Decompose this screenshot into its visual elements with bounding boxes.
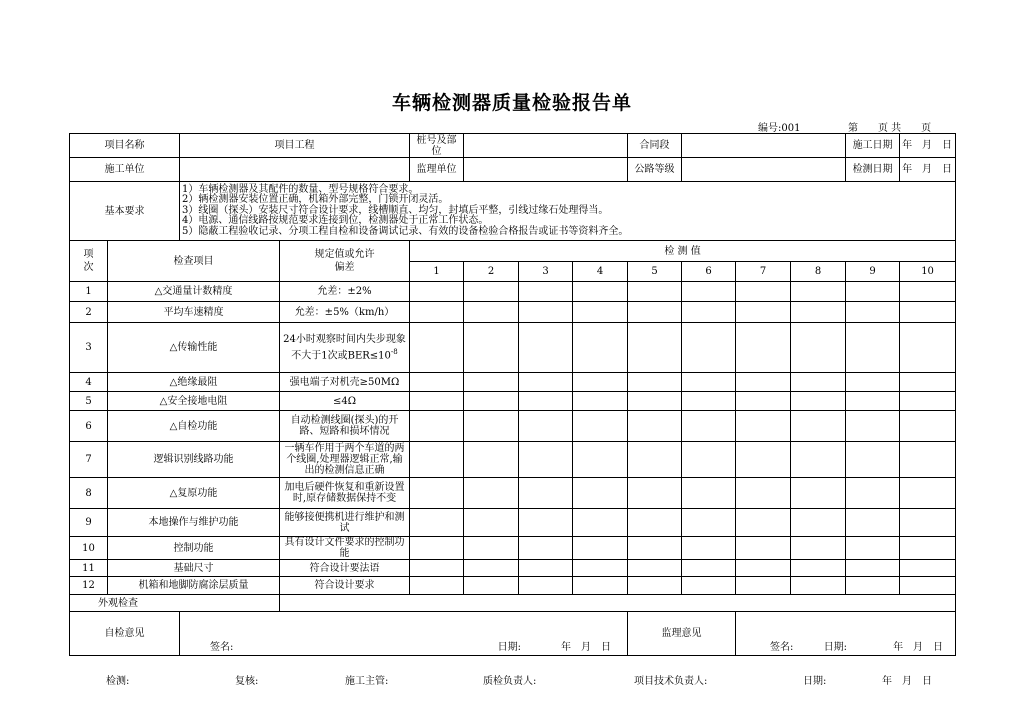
measurement-cell[interactable] xyxy=(519,282,573,302)
measurement-cell[interactable] xyxy=(736,478,791,509)
measurement-cell[interactable] xyxy=(791,537,846,560)
measurement-cell[interactable] xyxy=(464,302,519,323)
row-spec xyxy=(280,560,410,577)
measurement-cell[interactable] xyxy=(791,478,846,509)
col-item-header: 检查项目 xyxy=(108,241,280,282)
construction-date-label: 施工日期 xyxy=(846,134,900,158)
measurement-cell[interactable] xyxy=(846,577,900,595)
report-title: 车辆检测器质量检验报告单 xyxy=(391,92,632,114)
stake-value[interactable] xyxy=(464,134,628,158)
measurement-cell[interactable] xyxy=(791,392,846,411)
stake-label: 桩号及部位 xyxy=(410,134,464,158)
measurement-cell[interactable] xyxy=(900,478,956,509)
measurement-cell[interactable] xyxy=(736,411,791,442)
measurement-cell[interactable] xyxy=(573,577,628,595)
measurement-cell[interactable] xyxy=(791,577,846,595)
measurement-cell[interactable] xyxy=(846,392,900,411)
measurement-cell[interactable] xyxy=(682,537,736,560)
measurement-cell[interactable] xyxy=(519,442,573,478)
value-num: 9 xyxy=(846,262,900,282)
supervision-sign-area[interactable] xyxy=(736,612,956,656)
measurement-cell[interactable] xyxy=(791,323,846,373)
row-spec xyxy=(280,282,410,302)
measurement-cell[interactable] xyxy=(410,411,464,442)
measurement-cell[interactable] xyxy=(410,509,464,537)
measurement-cell[interactable] xyxy=(791,509,846,537)
measurement-cell[interactable] xyxy=(464,509,519,537)
report-number: 编号:001 xyxy=(758,123,801,134)
requirement-item: 4）电源、通信线路按规范要求连接到位，检测器处于正常工作状态。 xyxy=(182,215,489,227)
col-values-header: 检 测 值 xyxy=(410,241,956,262)
measurement-cell[interactable] xyxy=(519,323,573,373)
inspection-table xyxy=(69,133,956,656)
col-spec-header: 规定值或允许偏差 xyxy=(280,241,410,282)
measurement-cell[interactable] xyxy=(846,282,900,302)
row-spec-text: 自动检测线圈(探头)的开路、短路和损坏情况 xyxy=(290,415,399,437)
value-num: 10 xyxy=(900,262,956,282)
row-spec-text: ≤4Ω xyxy=(332,395,357,407)
measurement-cell[interactable] xyxy=(519,392,573,411)
measurement-cell[interactable] xyxy=(628,509,682,537)
row-item: △绝缘最阻 xyxy=(108,373,280,392)
row-spec-text: 加电后硬件恢复和重新设置时,原存储数据保持不变 xyxy=(284,482,405,504)
measurement-cell[interactable] xyxy=(410,560,464,577)
measurement-cell[interactable] xyxy=(900,537,956,560)
header-row-1 xyxy=(70,134,956,158)
row-spec-text: 一辆车作用于两个车道的两个线圈,处理器逻辑正常,输出的检测信息正确 xyxy=(284,443,405,476)
measurement-cell[interactable] xyxy=(628,302,682,323)
footer-reviewer: 复核: xyxy=(235,676,259,687)
measurement-cell[interactable] xyxy=(900,509,956,537)
measurement-cell[interactable] xyxy=(900,302,956,323)
measurement-cell[interactable] xyxy=(464,323,519,373)
measurement-cell[interactable] xyxy=(682,373,736,392)
measurement-cell[interactable] xyxy=(900,282,956,302)
measurement-cell[interactable] xyxy=(900,577,956,595)
measurement-cell[interactable] xyxy=(682,478,736,509)
measurement-cell[interactable] xyxy=(519,411,573,442)
test-date-label: 检测日期 xyxy=(846,158,900,182)
measurement-cell[interactable] xyxy=(464,442,519,478)
row-spec xyxy=(280,392,410,411)
measurement-cell[interactable] xyxy=(464,478,519,509)
requirements-label: 基本要求 xyxy=(70,182,180,241)
row-spec xyxy=(280,411,410,442)
measurement-cell[interactable] xyxy=(628,537,682,560)
value-num: 7 xyxy=(736,262,791,282)
row-item: 逻辑识别线路功能 xyxy=(108,442,280,478)
row-spec xyxy=(280,537,410,560)
supervision-date-label: 日期: xyxy=(823,642,848,653)
supervision-label: 监理意见 xyxy=(628,612,736,656)
measurement-cell[interactable] xyxy=(573,537,628,560)
footer-date-label: 日期: xyxy=(803,676,827,687)
measurement-cell[interactable] xyxy=(736,560,791,577)
row-index: 9 xyxy=(70,509,108,537)
construction-unit-value[interactable] xyxy=(180,158,410,182)
value-num: 1 xyxy=(410,262,464,282)
measurement-cell[interactable] xyxy=(573,509,628,537)
value-num: 4 xyxy=(573,262,628,282)
supervisor-value[interactable] xyxy=(464,158,628,182)
construction-date-value[interactable]: 年 月 日 xyxy=(900,134,956,158)
measurement-cell[interactable] xyxy=(410,577,464,595)
measurement-cell[interactable] xyxy=(464,577,519,595)
row-index: 11 xyxy=(70,560,108,577)
footer-site-manager: 施工主管: xyxy=(345,676,389,687)
row-spec-text: 允差：±5%（km/h） xyxy=(294,306,395,318)
measurement-cell[interactable] xyxy=(846,302,900,323)
measurement-cell[interactable] xyxy=(900,323,956,373)
measurement-cell[interactable] xyxy=(736,282,791,302)
row-index: 2 xyxy=(70,302,108,323)
measurement-cell[interactable] xyxy=(791,442,846,478)
measurement-cell[interactable] xyxy=(736,323,791,373)
measurement-cell[interactable] xyxy=(410,323,464,373)
measurement-cell[interactable] xyxy=(410,282,464,302)
measurement-cell[interactable] xyxy=(682,282,736,302)
measurement-cell[interactable] xyxy=(900,442,956,478)
project-name-label: 项目名称 xyxy=(70,134,180,158)
row-index: 3 xyxy=(70,323,108,373)
measurement-cell[interactable] xyxy=(573,478,628,509)
measurement-cell[interactable] xyxy=(410,302,464,323)
measurement-cell[interactable] xyxy=(410,537,464,560)
road-grade-label: 公路等级 xyxy=(628,158,682,182)
project-name-value[interactable]: 项目工程 xyxy=(180,134,410,158)
row-spec xyxy=(280,577,410,595)
measurement-cell[interactable] xyxy=(736,577,791,595)
measurement-cell[interactable] xyxy=(846,509,900,537)
supervision-ymd: 年 月 日 xyxy=(893,642,944,653)
test-date-value[interactable]: 年 月 日 xyxy=(900,158,956,182)
row-spec-superscript: -8 xyxy=(390,347,398,356)
appearance-label: 外观检查 xyxy=(70,595,280,612)
row-item: △复原功能 xyxy=(108,478,280,509)
self-check-ymd: 年 月 日 xyxy=(561,642,612,653)
measurement-cell[interactable] xyxy=(900,411,956,442)
value-num: 3 xyxy=(519,262,573,282)
measurement-cell[interactable] xyxy=(900,560,956,577)
measurement-cell[interactable] xyxy=(410,373,464,392)
measurement-cell[interactable] xyxy=(791,302,846,323)
row-index: 7 xyxy=(70,442,108,478)
measurement-cell[interactable] xyxy=(846,478,900,509)
value-num: 6 xyxy=(682,262,736,282)
row-spec-text: 强电端子对机壳≥50MΩ xyxy=(289,376,400,388)
measurement-cell[interactable] xyxy=(846,323,900,373)
measurement-cell[interactable] xyxy=(846,560,900,577)
measurement-cell[interactable] xyxy=(519,560,573,577)
measurement-cell[interactable] xyxy=(900,373,956,392)
row-index: 1 xyxy=(70,282,108,302)
row-item: △安全接地电阻 xyxy=(108,392,280,411)
measurement-cell[interactable] xyxy=(736,442,791,478)
measurement-cell[interactable] xyxy=(791,282,846,302)
row-index: 10 xyxy=(70,537,108,560)
row-item: △交通量计数精度 xyxy=(108,282,280,302)
row-spec-text: 24小时观察时间内失步现象不大于1次或BER≤10 xyxy=(283,333,406,362)
measurement-cell[interactable] xyxy=(846,373,900,392)
requirement-item: 1）车辆检测器及其配件的数量、型号规格符合要求。 xyxy=(182,183,419,195)
measurement-cell[interactable] xyxy=(628,392,682,411)
measurement-cell[interactable] xyxy=(791,373,846,392)
measurement-cell[interactable] xyxy=(736,302,791,323)
measurement-cell[interactable] xyxy=(573,392,628,411)
row-item: △自检功能 xyxy=(108,411,280,442)
column-header-row xyxy=(70,241,956,262)
requirements-list xyxy=(180,182,956,241)
self-check-date-label: 日期: xyxy=(497,642,522,653)
measurement-cell[interactable] xyxy=(628,478,682,509)
row-item: △传输性能 xyxy=(108,323,280,373)
opinion-row xyxy=(70,612,956,656)
measurement-cell[interactable] xyxy=(464,537,519,560)
measurement-cell[interactable] xyxy=(573,373,628,392)
row-spec-text: 允差：±2% xyxy=(317,286,372,297)
row-spec-text: 能够接便携机进行维护和测试 xyxy=(284,511,405,534)
value-num: 5 xyxy=(628,262,682,282)
road-grade-value[interactable] xyxy=(682,158,846,182)
measurement-cell[interactable] xyxy=(410,392,464,411)
measurement-cell[interactable] xyxy=(682,411,736,442)
measurement-cell[interactable] xyxy=(846,537,900,560)
contract-value[interactable] xyxy=(682,134,846,158)
measurement-cell[interactable] xyxy=(573,411,628,442)
measurement-cell[interactable] xyxy=(682,442,736,478)
measurement-cell[interactable] xyxy=(791,411,846,442)
measurement-cell[interactable] xyxy=(519,509,573,537)
measurement-cell[interactable] xyxy=(519,302,573,323)
row-spec-text: 符合设计要法语 xyxy=(309,562,380,574)
value-num: 2 xyxy=(464,262,519,282)
table-row xyxy=(70,577,956,595)
table-row xyxy=(70,509,956,537)
row-spec xyxy=(280,373,410,392)
footer-ymd: 年 月 日 xyxy=(882,676,932,687)
header-row-2 xyxy=(70,158,956,182)
measurement-cell[interactable] xyxy=(682,323,736,373)
measurement-cell[interactable] xyxy=(410,442,464,478)
appearance-row xyxy=(70,595,956,612)
table-row xyxy=(70,442,956,478)
measurement-cell[interactable] xyxy=(628,560,682,577)
measurement-cell[interactable] xyxy=(573,560,628,577)
self-check-sign-label: 签名: xyxy=(210,642,234,653)
row-index: 8 xyxy=(70,478,108,509)
measurement-cell[interactable] xyxy=(736,509,791,537)
measurement-cell[interactable] xyxy=(736,373,791,392)
requirement-item: 2）辆检测器安装位置正确，机箱外部完整，门锁开闭灵活。 xyxy=(182,194,449,206)
table-row xyxy=(70,323,956,373)
table-row xyxy=(70,537,956,560)
row-item: 本地操作与维护功能 xyxy=(108,509,280,537)
row-item: 控制功能 xyxy=(108,537,280,560)
measurement-cell[interactable] xyxy=(846,442,900,478)
row-item: 机箱和地脚防腐涂层质量 xyxy=(108,577,280,595)
measurement-cell[interactable] xyxy=(519,537,573,560)
measurement-cell[interactable] xyxy=(682,509,736,537)
measurement-cell[interactable] xyxy=(628,411,682,442)
measurement-cell[interactable] xyxy=(628,577,682,595)
col-index-header: 项次 xyxy=(70,241,108,282)
table-row xyxy=(70,478,956,509)
measurement-cell[interactable] xyxy=(628,282,682,302)
row-spec xyxy=(280,509,410,537)
measurement-cell[interactable] xyxy=(464,560,519,577)
footer-tech-manager: 项目技术负责人: xyxy=(634,676,708,687)
measurement-cell[interactable] xyxy=(519,373,573,392)
measurement-cell[interactable] xyxy=(846,411,900,442)
measurement-cell[interactable] xyxy=(410,478,464,509)
table-row xyxy=(70,282,956,302)
measurement-cell[interactable] xyxy=(900,392,956,411)
row-item: 基础尺寸 xyxy=(108,560,280,577)
requirements-row xyxy=(70,182,956,241)
measurement-cell[interactable] xyxy=(682,302,736,323)
measurement-cell[interactable] xyxy=(464,282,519,302)
row-index: 4 xyxy=(70,373,108,392)
table-row xyxy=(70,411,956,442)
measurement-cell[interactable] xyxy=(519,577,573,595)
requirement-item: 3）线圈（探头）安装尺寸符合设计要求，线槽顺直、均匀，封填后平整，引线过缘石处理得当。 xyxy=(182,204,609,216)
measurement-cell[interactable] xyxy=(736,537,791,560)
row-spec xyxy=(280,323,410,373)
measurement-cell[interactable] xyxy=(519,478,573,509)
table-row xyxy=(70,392,956,411)
measurement-cell[interactable] xyxy=(464,373,519,392)
table-row xyxy=(70,302,956,323)
measurement-cell[interactable] xyxy=(628,373,682,392)
self-check-sign-area[interactable] xyxy=(180,612,628,656)
measurement-cell[interactable] xyxy=(682,392,736,411)
page-count: 第 页 共 页 xyxy=(848,123,932,134)
construction-unit-label: 施工单位 xyxy=(70,158,180,182)
row-spec xyxy=(280,302,410,323)
measurement-cell[interactable] xyxy=(736,392,791,411)
row-spec xyxy=(280,478,410,509)
measurement-cell[interactable] xyxy=(628,323,682,373)
row-spec xyxy=(280,442,410,478)
measurement-cell[interactable] xyxy=(628,442,682,478)
table-row xyxy=(70,373,956,392)
value-num: 8 xyxy=(791,262,846,282)
supervision-sign-label: 签名: xyxy=(770,642,794,653)
measurement-cell[interactable] xyxy=(573,302,628,323)
measurement-cell[interactable] xyxy=(573,282,628,302)
row-index: 6 xyxy=(70,411,108,442)
measurement-cell[interactable] xyxy=(791,560,846,577)
row-spec-text: 符合设计要求 xyxy=(314,580,375,591)
appearance-value[interactable] xyxy=(280,595,956,612)
row-spec-text: 具有设计文件要求的控制功能 xyxy=(284,537,405,559)
row-item: 平均车速精度 xyxy=(108,302,280,323)
footer-quality-manager: 质检负责人: xyxy=(483,676,537,687)
measurement-cell[interactable] xyxy=(573,442,628,478)
requirement-item: 5）隐蔽工程验收记录、分项工程自检和设备调试记录、有效的设备检验合格报告或证书等资料齐全。 xyxy=(182,225,629,237)
footer-inspector: 检测: xyxy=(106,676,130,687)
self-check-label: 自检意见 xyxy=(70,612,180,656)
table-row xyxy=(70,560,956,577)
measurement-cell[interactable] xyxy=(464,392,519,411)
supervisor-label: 监理单位 xyxy=(410,158,464,182)
measurement-cell[interactable] xyxy=(573,323,628,373)
row-index: 5 xyxy=(70,392,108,411)
measurement-cell[interactable] xyxy=(682,577,736,595)
measurement-cell[interactable] xyxy=(682,560,736,577)
contract-label: 合同段 xyxy=(628,134,682,158)
measurement-cell[interactable] xyxy=(464,411,519,442)
row-index: 12 xyxy=(70,577,108,595)
